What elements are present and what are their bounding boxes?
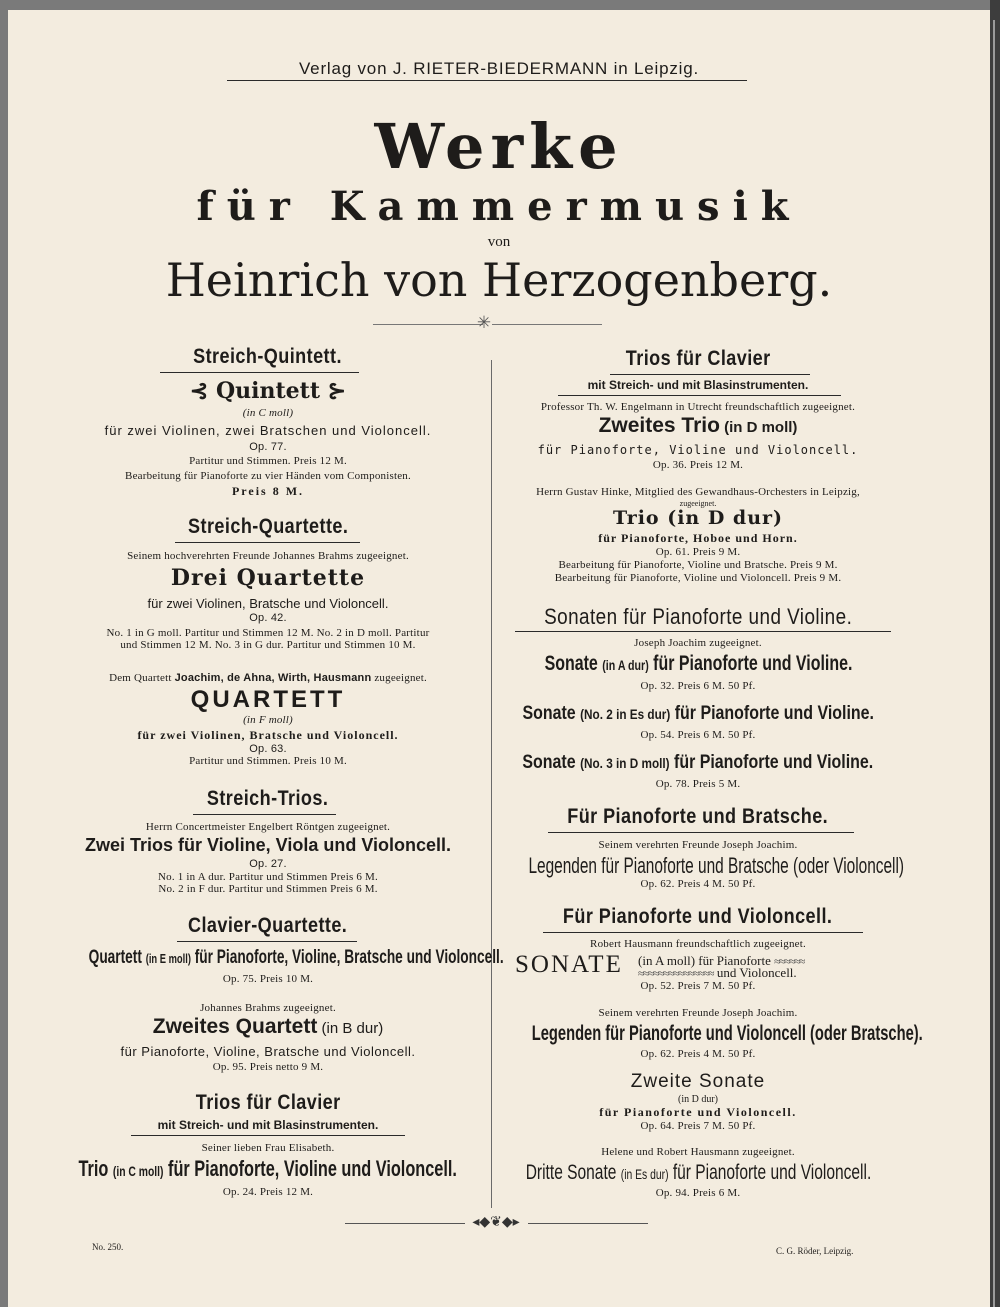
heading-sonaten-violine: Sonaten für Pianoforte und Violine. — [543, 604, 853, 629]
subheading: mit Streich- und mit Blasinstrumenten. — [587, 378, 809, 392]
work-instrumentation: für Pianoforte und Violine. — [674, 752, 874, 773]
title-kammermusik: für Kammermusik — [196, 183, 802, 230]
work-key: (in E moll) — [145, 951, 191, 966]
arrangement: Bearbeitung für Pianoforte zu vier Händen vom Componisten. — [125, 470, 411, 482]
arrangement-price: Preis 8 M. — [231, 484, 305, 498]
work-key: (in C moll) — [242, 407, 294, 419]
heading-streich-quintett: Streich-Quintett. — [193, 345, 343, 368]
work-key: (in A dur) — [601, 657, 649, 673]
work-quartett: QUARTETT — [190, 686, 346, 713]
work-instrumentation: für Pianoforte, Violine und Violoncell. — [168, 1156, 458, 1181]
work-title — [68, 378, 468, 404]
heading-trios-fuer-clavier: Trios für Clavier — [195, 1091, 341, 1114]
work-instrumentation: für Pianoforte und Violine. — [652, 652, 852, 675]
work-sonate-a-moll: SONATE — [515, 951, 623, 978]
work-zwei-trios: Zwei Trios für Violine, Viola und Violoncell. — [84, 835, 452, 855]
instrumentation: für zwei Violinen, Bratsche und Violoncell. — [137, 728, 399, 742]
work-instrumentation: und Violoncell. — [716, 965, 797, 980]
page — [8, 10, 990, 1307]
printer-imprint: C. G. Röder, Leipzig. — [776, 1246, 854, 1256]
dedication-suffix: zugeeignet. — [679, 499, 717, 508]
opus-price: Op. 61. Preis 9 M. — [655, 546, 741, 558]
heading-pianoforte-bratsche: Für Pianoforte und Bratsche. — [567, 805, 829, 828]
work-name: Sonate — [522, 703, 576, 724]
title-rule-left — [373, 324, 483, 325]
work-key: (in A moll) für Pianoforte — [638, 953, 771, 968]
rule — [160, 372, 359, 373]
work-name: Trio — [78, 1156, 109, 1181]
work-key: (No. 2 in Es dur) — [579, 706, 671, 722]
ornament-icon: ⊰ — [189, 378, 216, 404]
dedication-names: Joachim, de Ahna, Wirth, Hausmann — [174, 672, 372, 684]
work-quartett-e-moll — [8, 947, 528, 969]
work-name: Quartett — [88, 947, 142, 968]
instrumentation: für zwei Violinen, Bratsche und Violoncell. — [147, 596, 389, 611]
instrumentation: für Pianoforte, Violine, Bratsche und Violoncell. — [120, 1044, 416, 1059]
opus: Op. 77. — [249, 441, 287, 453]
opus: Op. 42. — [249, 612, 287, 624]
rule — [558, 395, 841, 396]
price: Partitur und Stimmen. Preis 10 M. — [189, 755, 347, 767]
instrumentation: für Pianoforte und Violoncell. — [599, 1105, 797, 1119]
dedication: Seinem hochverehrten Freunde Johannes Brahms zugeeignet. — [127, 550, 409, 562]
dedication: Herrn Concertmeister Engelbert Röntgen zugeeignet. — [145, 821, 391, 833]
arrangement-1: Bearbeitung für Pianoforte, Violine und Bratsche. Preis 9 M. — [558, 559, 838, 571]
work-instrumentation: für Pianoforte, Violine, Bratsche und Violoncell. — [194, 947, 504, 968]
numbers-line-1: No. 1 in G moll. Partitur und Stimmen 12 M. No. 2 in D moll. Partitur — [106, 627, 430, 639]
dedication: Helene und Robert Hausmann zugeeignet. — [601, 1146, 795, 1158]
work-instrumentation: für Pianoforte und Violoncell. — [672, 1161, 871, 1184]
opus-price: Op. 62. Preis 4 M. 50 Pf. — [640, 878, 756, 890]
heading-trios-fuer-clavier: Trios für Clavier — [625, 347, 771, 370]
rule — [177, 941, 357, 942]
publisher-rule — [227, 80, 747, 81]
title-werke: Werke — [374, 110, 624, 183]
opus-price: Op. 95. Preis netto 9 M. — [212, 1061, 324, 1073]
opus-price: Op. 24. Preis 12 M. — [222, 1186, 314, 1198]
opus-price: Op. 62. Preis 4 M. 50 Pf. — [640, 1048, 756, 1060]
work-name: Zweites Trio — [598, 414, 720, 437]
work-zweites-trio — [488, 414, 908, 438]
work-trio-d-dur: Trio (in D dur) — [612, 507, 784, 529]
arrangement-2: Bearbeitung für Pianoforte, Violine und Violoncell. Preis 9 M. — [554, 572, 842, 584]
instrumentation: für Pianoforte, Violine und Violoncell. — [537, 443, 859, 457]
work-zweites-quartett — [68, 1015, 468, 1039]
dedication: Johannes Brahms zugeeignet. — [200, 1002, 336, 1014]
dedication: Seinem verehrten Freunde Joseph Joachim. — [598, 839, 798, 851]
ornament-icon: ⊱ — [320, 378, 347, 404]
dedication: Seiner lieben Frau Elisabeth. — [201, 1142, 335, 1154]
work-dritte-sonate — [448, 1160, 948, 1185]
work-quintett: Quintett — [216, 378, 320, 404]
title-von: von — [487, 234, 511, 250]
rule — [543, 932, 863, 933]
rule — [515, 631, 891, 632]
dedication — [68, 672, 468, 684]
work-name: Sonate — [544, 652, 598, 675]
work-instrumentation-line — [638, 965, 797, 981]
instrumentation: für zwei Violinen, zwei Bratschen und Violoncell. — [104, 423, 432, 438]
work-name: Zweites Quartett — [152, 1015, 318, 1038]
work-drei-quartette: Drei Quartette — [170, 565, 366, 591]
title-rule-right — [492, 324, 602, 325]
number-1: No. 1 in A dur. Partitur und Stimmen Preis 6 M. — [158, 871, 378, 883]
price: Partitur und Stimmen. Preis 12 M. — [189, 455, 347, 467]
work-key: (in C moll) — [113, 1163, 164, 1179]
star-ornament-icon: ✳ — [476, 313, 492, 332]
heading-streich-trios: Streich-Trios. — [207, 787, 329, 810]
dedication: Professor Th. W. Engelmann in Utrecht freundschaftlich zugeeignet. — [540, 401, 856, 413]
work-key: (No. 3 in D moll) — [580, 755, 670, 771]
opus: Op. 27. — [249, 858, 287, 870]
opus-price: Op. 52. Preis 7 M. 50 Pf. — [640, 980, 756, 992]
heading-clavier-quartette: Clavier-Quartette. — [188, 914, 348, 937]
dedication-suffix: zugeeignet. — [371, 672, 427, 684]
opus-price: Op. 94. Preis 6 M. — [655, 1187, 741, 1199]
work-name: Dritte Sonate — [525, 1161, 616, 1184]
rule — [175, 542, 360, 543]
work-sonate-3 — [468, 752, 928, 774]
ornament-icon: ≈≈≈≈≈≈≈≈≈≈≈≈≈≈≈ — [638, 968, 714, 980]
page-edge-line — [993, 20, 995, 1307]
dedication: Herrn Gustav Hinke, Mitglied des Gewandhaus-Orchesters in Leipzig, — [536, 486, 860, 498]
work-key: (in D moll) — [719, 419, 798, 436]
dedication: Robert Hausmann freundschaftlich zugeeignet. — [590, 938, 806, 950]
opus-price: Op. 36. Preis 12 M. — [652, 459, 744, 471]
rule — [193, 814, 336, 815]
opus-price: Op. 75. Preis 10 M. — [222, 973, 314, 985]
rule — [610, 374, 810, 375]
opus-price: Op. 64. Preis 7 M. 50 Pf. — [640, 1120, 756, 1132]
publisher-line: Verlag von J. RIETER-BIEDERMANN in Leipzig. — [298, 59, 700, 78]
opus-price: Op. 54. Preis 6 M. 50 Pf. — [640, 729, 756, 741]
work-sonate-a-dur — [468, 651, 928, 676]
work-instrumentation: für Pianoforte und Violine. — [674, 703, 874, 724]
heading-pianoforte-violoncell: Für Pianoforte und Violoncell. — [563, 905, 833, 928]
work-title: Legenden für Pianoforte und Violoncell (oder Bratsche). — [531, 1022, 923, 1045]
work-name: Sonate — [522, 752, 576, 773]
work-key: (in B dur) — [317, 1020, 384, 1037]
bottom-rule-right — [528, 1223, 648, 1224]
work-title: Legenden für Pianoforte und Bratsche (oder Violoncell) — [528, 853, 905, 878]
dedication: Seinem verehrten Freunde Joseph Joachim. — [598, 1007, 798, 1019]
page-edge — [990, 0, 1000, 1307]
work-legenden-bratsche — [448, 853, 948, 879]
numbers-line-2: und Stimmen 12 M. No. 3 in G dur. Partitur und Stimmen 10 M. — [120, 639, 416, 651]
work-key: (in F moll) — [243, 714, 293, 726]
work-key: (in D dur) — [678, 1094, 718, 1105]
opus-price: Op. 32. Preis 6 M. 50 Pf. — [640, 680, 756, 692]
work-legenden-violoncell — [448, 1021, 948, 1046]
work-zweite-sonate: Zweite Sonate — [630, 1071, 766, 1092]
dedication: Joseph Joachim zugeeignet. — [634, 637, 762, 649]
number-2: No. 2 in F dur. Partitur und Stimmen Preis 6 M. — [158, 883, 378, 895]
rule — [131, 1135, 405, 1136]
work-sonate-2 — [468, 703, 928, 725]
opus-price: Op. 78. Preis 5 M. — [655, 778, 741, 790]
scroll-ornament-icon: ◂◆❦◆▸ — [472, 1215, 520, 1230]
dedication-prefix: Dem Quartett — [109, 672, 175, 684]
opus: Op. 63. — [249, 743, 287, 755]
work-key: (in Es dur) — [620, 1166, 669, 1182]
instrumentation: für Pianoforte, Hoboe und Horn. — [598, 531, 798, 545]
ornament-icon: ≈≈≈≈≈≈ — [774, 956, 805, 968]
heading-streich-quartette: Streich-Quartette. — [187, 515, 349, 538]
rule — [548, 832, 854, 833]
composer-name: Heinrich von Herzogenberg. — [165, 253, 833, 307]
subheading: mit Streich- und mit Blasinstrumenten. — [157, 1118, 379, 1132]
plate-number: No. 250. — [92, 1242, 124, 1252]
